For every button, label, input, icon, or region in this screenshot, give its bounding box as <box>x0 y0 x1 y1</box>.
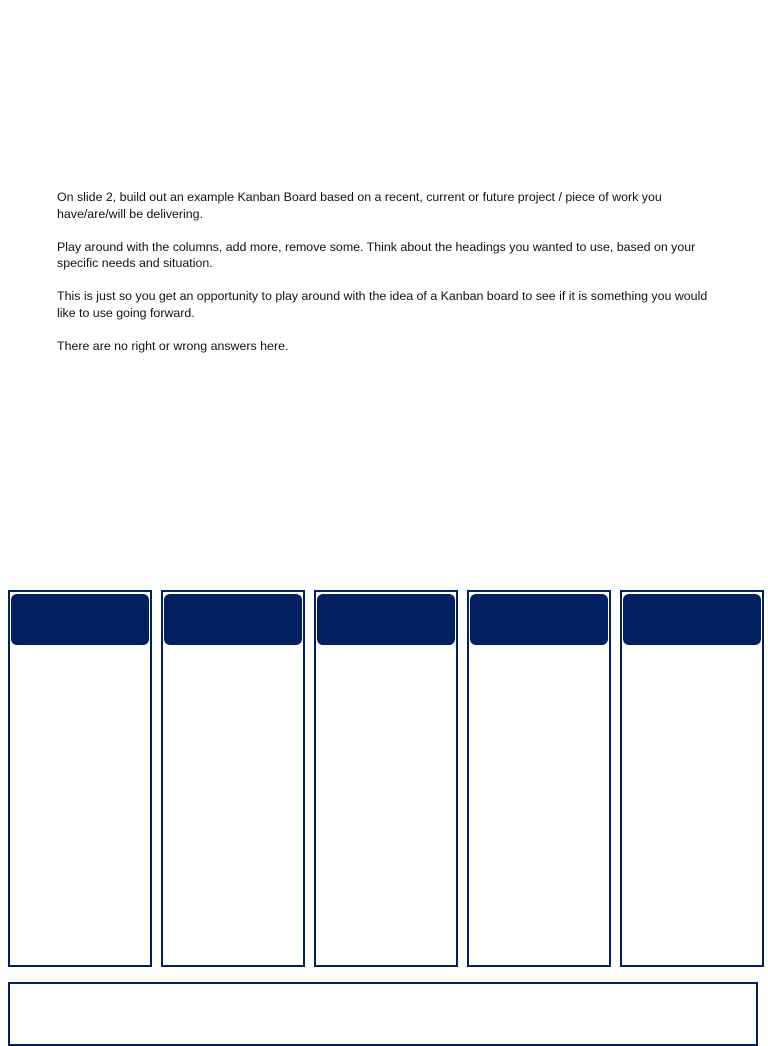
kanban-column-2[interactable] <box>161 590 305 967</box>
kanban-board <box>8 590 762 967</box>
kanban-notes-box[interactable] <box>8 982 758 1046</box>
kanban-column-3-header[interactable] <box>317 594 455 645</box>
kanban-column-3[interactable] <box>314 590 458 967</box>
kanban-column-1-header[interactable] <box>11 594 149 645</box>
instruction-paragraph-1: On slide 2, build out an example Kanban Board based on a recent, current or future project / piece of work you have/are/will be delivering. <box>57 190 662 221</box>
instruction-paragraph-2: Play around with the columns, add more, remove some. Think about the headings you wanted to use, based on your specific needs and situation. <box>57 239 696 270</box>
kanban-column-4-header[interactable] <box>470 594 608 645</box>
kanban-column-4[interactable] <box>467 590 611 967</box>
kanban-column-1[interactable] <box>8 590 152 967</box>
kanban-column-5-header[interactable] <box>623 594 761 645</box>
instruction-paragraph-3: This is just so you get an opportunity to play around with the idea of a Kanban board to see if it is something you would like to use going forward. <box>57 289 708 320</box>
kanban-column-5[interactable] <box>620 590 764 967</box>
kanban-column-2-header[interactable] <box>164 594 302 645</box>
instruction-paragraph-4: There are no right or wrong answers here. <box>57 338 289 353</box>
instructions-text <box>57 189 727 371</box>
